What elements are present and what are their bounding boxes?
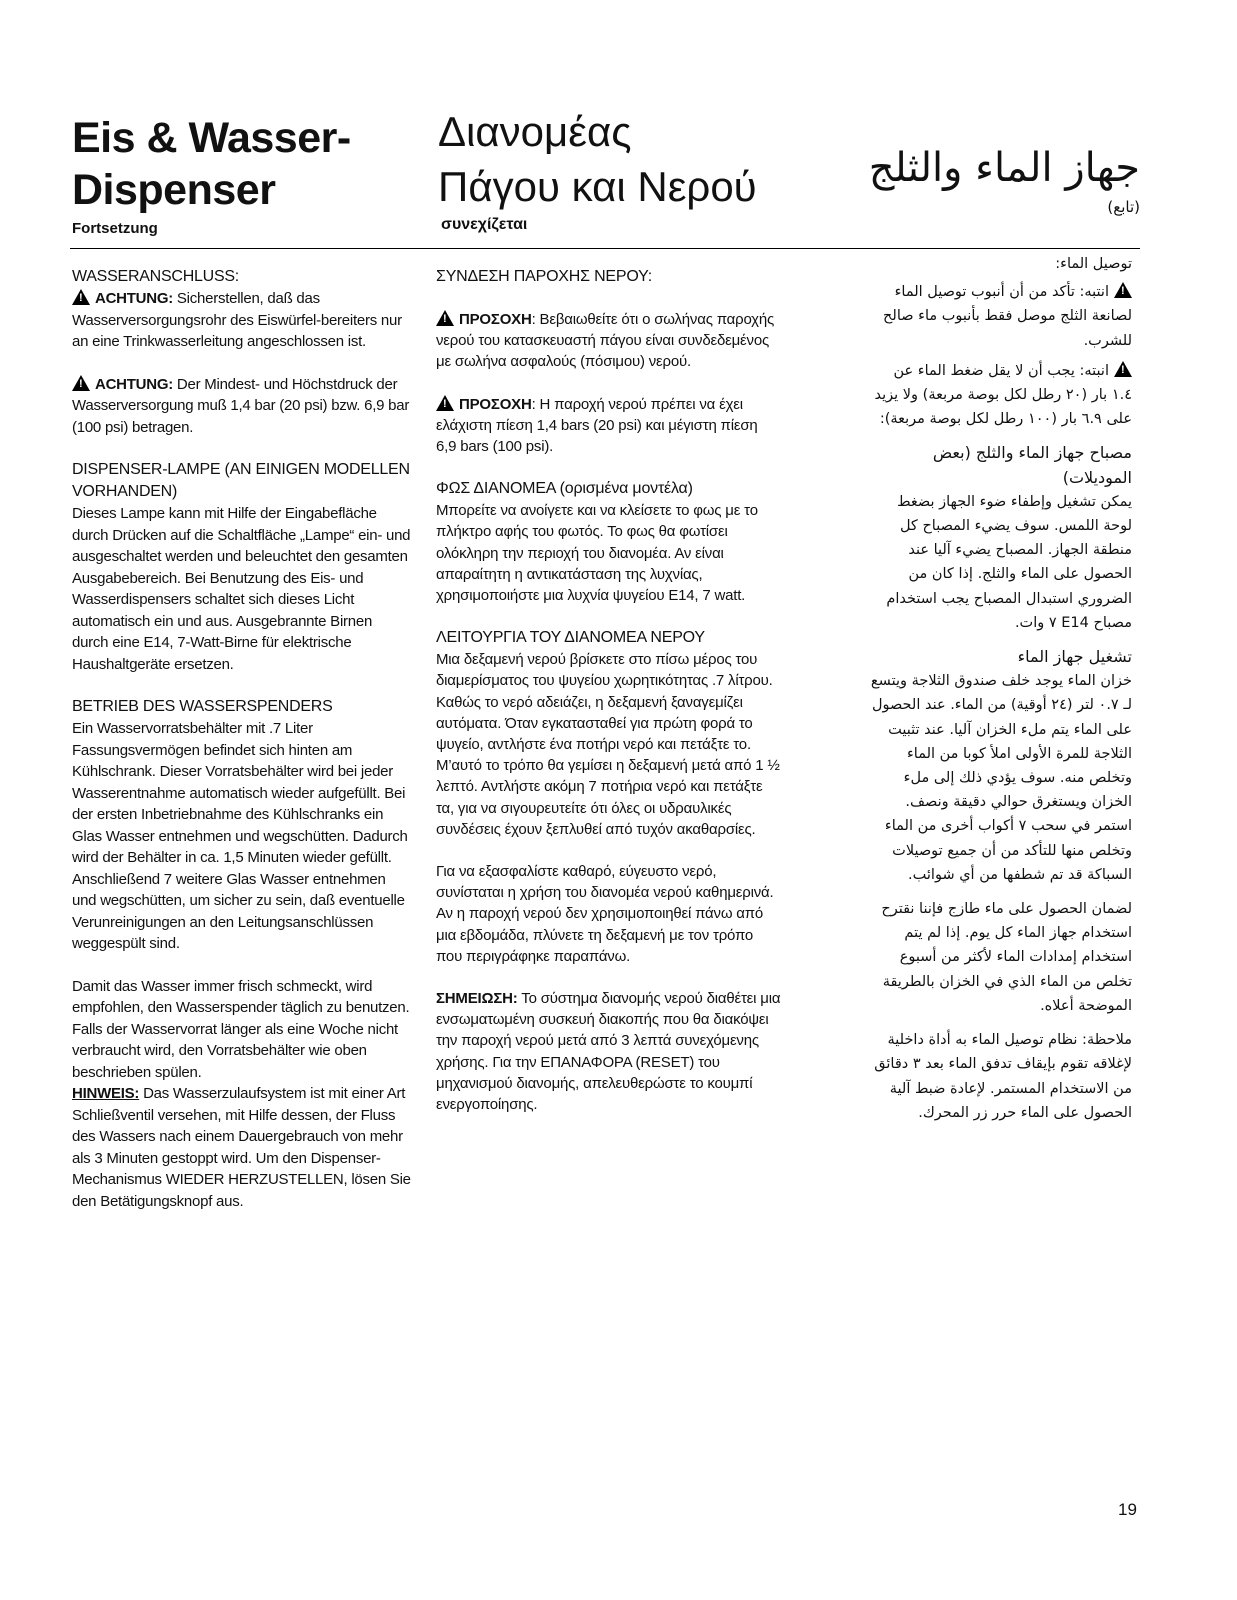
de-paragraph-operation: Ein Wasservorratsbehälter mit .7 Liter Fassungsvermögen befindet sich hinten am Kühlschrank. Dieser Vorratsbehälter wird bei jeder Wasserentnahme automatisch wieder aufgefüllt. Bei der ersten Inbetriebnahme des Kühlschranks ein Glas Wasser entnehmen und wegschütten. Dadurch wird der Behälter in ca. 1,5 Minuten wieder gefüllt. Anschließend 7 weitere Glas Wasser entnehmen und wegschütten, um sicher zu sein, daß eventuelle Verunreinigungen an den Leitungsanschlüssen weggespült sind. (72, 720, 408, 952)
el-paragraph-fresh: Για να εξασφαλίστε καθαρό, εύγευστο νερό, συνίσταται η χρήση του διανομέα νερού καθημερινά. Αν η παροχή νερού δεν χρησιμοποιηθεί πάνω από μια εβδομάδα, πλύνετε τη δεξαμενή με τον τρόπο που περιγράφηκε παραπάνω. (436, 863, 774, 965)
warning-icon (72, 375, 90, 391)
ar-paragraph-fresh: لضمان الحصول على ماء طازج فإننا نقترح استخدام جهاز الماء كل يوم. إذا لم يتم استخدام إمدادات الماء لأكثر من أسبوع تخلص من الماء الذي في الخزان بالطريقة الموضحة أعلاه. (881, 901, 1132, 1014)
de-note-text: Das Wasserzulaufsystem ist mit einer Art Schließventil versehen, mit Hilfe dessen, der Fluss des Wassers nach einem Dauergebrauch von mehr als 3 Minuten gestoppt wird. Um den Dispenser-Mechanismus WIEDER HERZUSTELLEN, lösen Sie den Betätigungsknopf aus. (72, 1085, 411, 1210)
german-column (72, 266, 412, 1212)
el-note-text: Το σύστημα διανομής νερού διαθέτει μια ενσωματωμένη συσκευή διακοπής που θα διακόψει την παροχή νερού μετά από 3 λεπτά συνεχόμενης χρήσης. Για την ΕΠΑΝΑΦΟΡΑ (RESET) του μηχανισμού διανομής, απελευθερώστε το κουμπί ενεργοποίησης. (436, 990, 781, 1114)
german-subtitle: Fortsetzung (72, 220, 158, 237)
de-heading-operation: BETRIEB DES WASSERSPENDERS (72, 698, 333, 715)
greek-title-line2: Πάγου και Νερού (438, 163, 757, 210)
ar-heading-water-connection: توصيل الماء: (1055, 256, 1132, 272)
header-divider (70, 248, 1140, 249)
german-title-line1: Eis & Wasser- (72, 114, 351, 162)
el-warning-2 (436, 394, 781, 458)
de-heading-water-connection: WASSERANSCHLUSS: (72, 268, 239, 285)
el-warning-2-text: : Η παροχή νερού πρέπει να έχει ελάχιστη πίεση 1,4 bars (20 psi) και μέγιστη πίεση 6,9 bars (100 psi). (436, 395, 758, 456)
de-warning-1-label: ACHTUNG: (95, 290, 173, 307)
warning-icon (436, 310, 454, 326)
greek-title (438, 104, 818, 214)
arabic-column (870, 252, 1132, 1125)
ar-paragraph-lamp: يمكن تشغيل وإطفاء ضوء الجهاز بضغط لوحة اللمس. سوف يضيء المصباح كل منطقة الجهاز. المصباح يضيء آليا عند الحصول على الماء والثلج. إذا كان من الضروري استبدال المصباح يجب استخدام مصباح E14 ٧ وات. (886, 493, 1132, 631)
greek-title-line1: Διανομέας (438, 108, 632, 155)
ar-warning-2-text: انبته: يجب أن لا يقل ضغط الماء عن ١.٤ بار (٢٠ رطل لكل بوصة مربعة) ولا يزيد على ٦.٩ بار (١٠٠ رطل لكل بوصة مربعة): (874, 362, 1132, 428)
el-warning-1-text: : Βεβαιωθείτε ότι ο σωλήνας παροχής νερού του κατασκευαστή πάγου είναι συνδεδεμένος με σωλήνα ασφαλούς (πόσιμου) νερού. (436, 311, 775, 371)
de-warning-2-label: ACHTUNG: (95, 375, 173, 393)
de-warning-1-text: Sicherstellen, daß das Wasserversorgungsrohr des Eiswürfel-bereiters nur an eine Trinkwasserleitung angeschlossen ist. (72, 290, 402, 350)
de-note-label: HINWEIS: (72, 1085, 140, 1102)
warning-icon (1114, 282, 1132, 298)
ar-note: ملاحظة: نظام توصيل الماء به أداة داخلية لإغلاقه تقوم بإيقاف تدفق الماء بعد ٣ دقائق من الاستخدام المستمر. لإعادة ضبط آلية الحصول على الماء حرر زر المحرك. (874, 1032, 1132, 1121)
greek-column (436, 266, 781, 1115)
ar-warning-2 (870, 359, 1132, 432)
arabic-subtitle: (تابع) (1107, 198, 1140, 216)
de-note (72, 1083, 412, 1212)
de-paragraph-fresh: Damit das Wasser immer frisch schmeckt, wird empfohlen, den Wasserspender täglich zu benutzen. Falls der Wasservorrat länger als eine Woche nicht verbraucht wird, den Vorratsbehälter wie oben beschrieben spülen. (72, 977, 410, 1081)
el-heading-lamp: ΦΩΣ ΔΙΑΝΟΜΕΑ (ορισμένα μοντέλα) (436, 480, 693, 498)
page-number: 19 (1118, 1500, 1137, 1519)
ar-paragraph-operation: خزان الماء يوجد خلف صندوق الثلاجة ويتسع لـ ٠.٧ لتر (٢٤ أوقية) من الماء. عند الحصول على الماء يتم ملء الخزان آليا. عند تثبيت الثلاجة للمرة الأولى املأ كوبا من الماء وتخلص منه. سوف يؤدي ذلك إلى ملء الخزان ويستغرق حوالي دقيقة ونصف. استمر في سحب ٧ أكواب أخرى من الماء وتخلص منها للتأكد من أن جميع توصيلات السباكة قد تم شطفها من أي شوائب. (870, 673, 1132, 883)
ar-heading-lamp: مصباح جهاز الماء والثلج (بعض الموديلات) (932, 443, 1132, 487)
el-note (436, 988, 781, 1115)
el-heading-water-connection: ΣΥΝΔΕΣΗ ΠΑΡΟΧΗΣ ΝΕΡΟΥ: (436, 268, 652, 285)
el-warning-1-label: ΠΡΟΣΟΧΗ (459, 311, 532, 328)
german-title-line2: Dispenser (72, 166, 276, 214)
ar-warning-1 (870, 280, 1132, 353)
de-warning-2-text: Der Mindest- und Höchstdruck der Wasserversorgung muß 1,4 bar (20 psi) bzw. 6,9 bar (100 psi) betragen. (72, 375, 410, 436)
el-note-label: ΣΗΜΕΙΩΣΗ: (436, 990, 518, 1008)
el-heading-operation: ΛΕΙΤΟΥΡΓΙΑ ΤΟΥ ΔΙΑΝΟΜΕΑ ΝΕΡΟΥ (436, 629, 705, 647)
de-heading-lamp: DISPENSER-LAMPE (AN EINIGEN MODELLEN VORHANDEN) (72, 461, 410, 500)
el-paragraph-lamp: Μπορείτε να ανοίγετε και να κλείσετε το φως με το πλήκτρο αφής του φωτός. Το φως θα φωτίσει ολόκληρη την περιοχή του διανομέα. Αν είναι απαραίτητη η αντικατάσταση της λυχνίας, χρησιμοποιήστε μια λυχνία ψυγείου E14, 7 watt. (436, 502, 758, 605)
warning-icon (1114, 361, 1132, 377)
warning-icon (436, 395, 454, 411)
ar-heading-operation: تشغيل جهاز الماء (1017, 647, 1132, 667)
german-title (72, 112, 412, 216)
el-warning-1 (436, 309, 781, 373)
ar-warning-1-text: انتبه: تأكد من أن أنبوب توصيل الماء لصانعة الثلج موصل فقط بأنبوب ماء صالح للشرب. (883, 284, 1132, 349)
de-warning-2 (72, 374, 412, 439)
de-warning-1 (72, 288, 412, 353)
el-warning-2-label: ΠΡΟΣΟΧΗ (459, 395, 532, 413)
warning-icon (72, 289, 90, 305)
el-paragraph-operation: Μια δεξαμενή νερού βρίσκετε στο πίσω μέρος του διαμερίσματος του ψυγείου χωρητικότητας .7 λίτρου. Καθώς το νερό αδειάζει, η δεξαμενή ξαναγεμίζει αυτόματα. Όταν εγκατασταθεί για πρώτη φορά το ψυγείο, αντλήστε ένα ποτήρι νερό και πετάξτε το. Μ’αυτό το τρόπο θα γεμίσει η δεξαμενή μετά από 1 ½ λεπτό. Αντλήστε ακόμη 7 ποτήρια νερό και πετάξτε τα, για να σιγουρευτείτε ότι όλες οι υδραυλικές συνδέσεις έχουν ξεπλυθεί από τυχόν ακαθαρσίες. (436, 651, 780, 838)
de-paragraph-lamp: Dieses Lampe kann mit Hilfe der Eingabefläche durch Drücken auf die Schaltfläche „Lampe“ ein- und ausgeschaltet werden und beleuchtet den gesamten Ausgabebereich. Bei Benutzung des Eis- und Wasserdispensers schaltet sich dieses Licht automatisch ein und aus. Ausgebrannte Birnen durch eine E14, 7-Watt-Birne für elektrische Haushaltgeräte ersetzen. (72, 505, 411, 673)
arabic-title: جهاز الماء والثلج (868, 145, 1140, 191)
greek-subtitle: συνεχίζεται (441, 216, 528, 233)
